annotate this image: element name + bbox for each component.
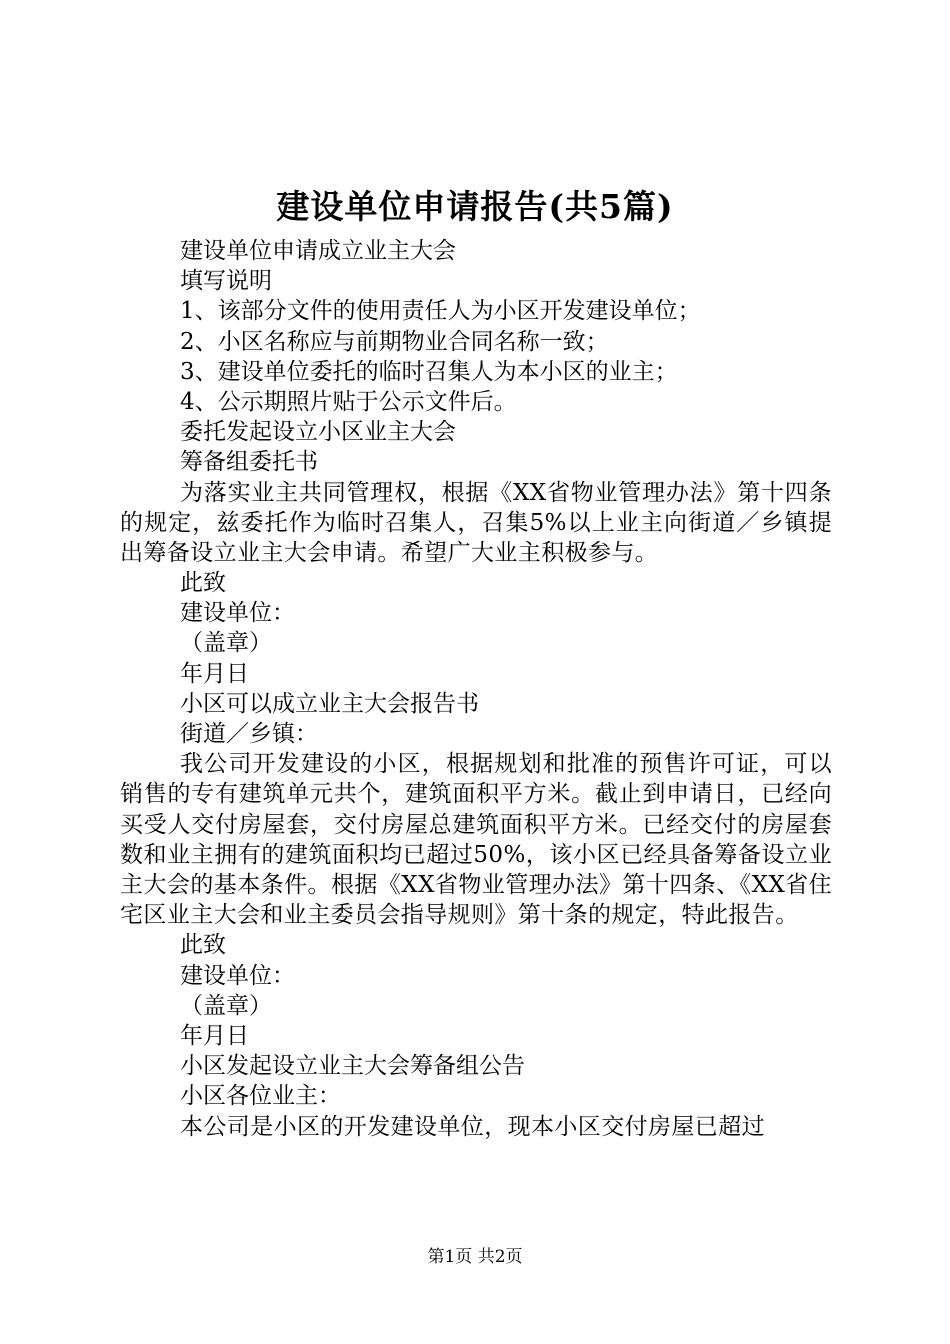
text-line: 委托发起设立小区业主大会 bbox=[180, 419, 456, 446]
text-line: 年月日 bbox=[180, 660, 249, 687]
text-line: 建设单位： bbox=[180, 600, 295, 627]
text-line: （盖章） bbox=[180, 992, 272, 1019]
text-line: 年月日 bbox=[180, 1023, 249, 1050]
body-paragraph: 我公司开发建设的小区，根据规划和批准的预售许可证，可以销售的专有建筑单元共个，建筑面积平方米。截止到申请日，已经向买受人交付房屋套，交付房屋总建筑面积平方米。已经交付的房屋套数和业主拥有的建筑面积均已超过50%，该小区已经具备筹备设立业主大会的基本条件。根据《XX省物业管理办法》第十四条、《XX省住宅区业主大会和业主委员会指导规则》第十条的规定，特此报告。 bbox=[120, 751, 832, 929]
document-title: 建设单位申请报告(共5篇) bbox=[276, 187, 674, 226]
text-line: 2、小区名称应与前期物业合同名称一致； bbox=[180, 328, 609, 355]
text-line: 小区可以成立业主大会报告书 bbox=[180, 690, 479, 717]
text-line: 小区发起设立业主大会筹备组公告 bbox=[180, 1053, 525, 1080]
text-line: 此致 bbox=[180, 932, 226, 959]
text-line: 建设单位： bbox=[180, 962, 295, 989]
text-line: 小区各位业主： bbox=[180, 1083, 341, 1110]
body-paragraph: 为落实业主共同管理权，根据《XX省物业管理办法》第十四条的规定，兹委托作为临时召集人，召集5%以上业主向街道／乡镇提出筹备设立业主大会申请。希望广大业主积极参与。 bbox=[120, 479, 832, 566]
text-line: 筹备组委托书 bbox=[180, 449, 318, 476]
page-footer: 第1页 共2页 bbox=[427, 1247, 523, 1267]
text-line: 填写说明 bbox=[180, 268, 272, 295]
body-paragraph: 本公司是小区的开发建设单位，现本小区交付房屋已超过 bbox=[180, 1113, 765, 1140]
text-line: 街道／乡镇： bbox=[180, 721, 318, 748]
text-line: 4、公示期照片贴于公示文件后。 bbox=[180, 388, 517, 415]
text-line: 1、该部分文件的使用责任人为小区开发建设单位； bbox=[180, 298, 701, 325]
text-line: （盖章） bbox=[180, 630, 272, 657]
text-line: 建设单位申请成立业主大会 bbox=[180, 238, 456, 264]
text-line: 此致 bbox=[180, 570, 226, 597]
document-body bbox=[120, 236, 832, 1142]
text-line: 3、建设单位委托的临时召集人为本小区的业主； bbox=[180, 358, 678, 385]
